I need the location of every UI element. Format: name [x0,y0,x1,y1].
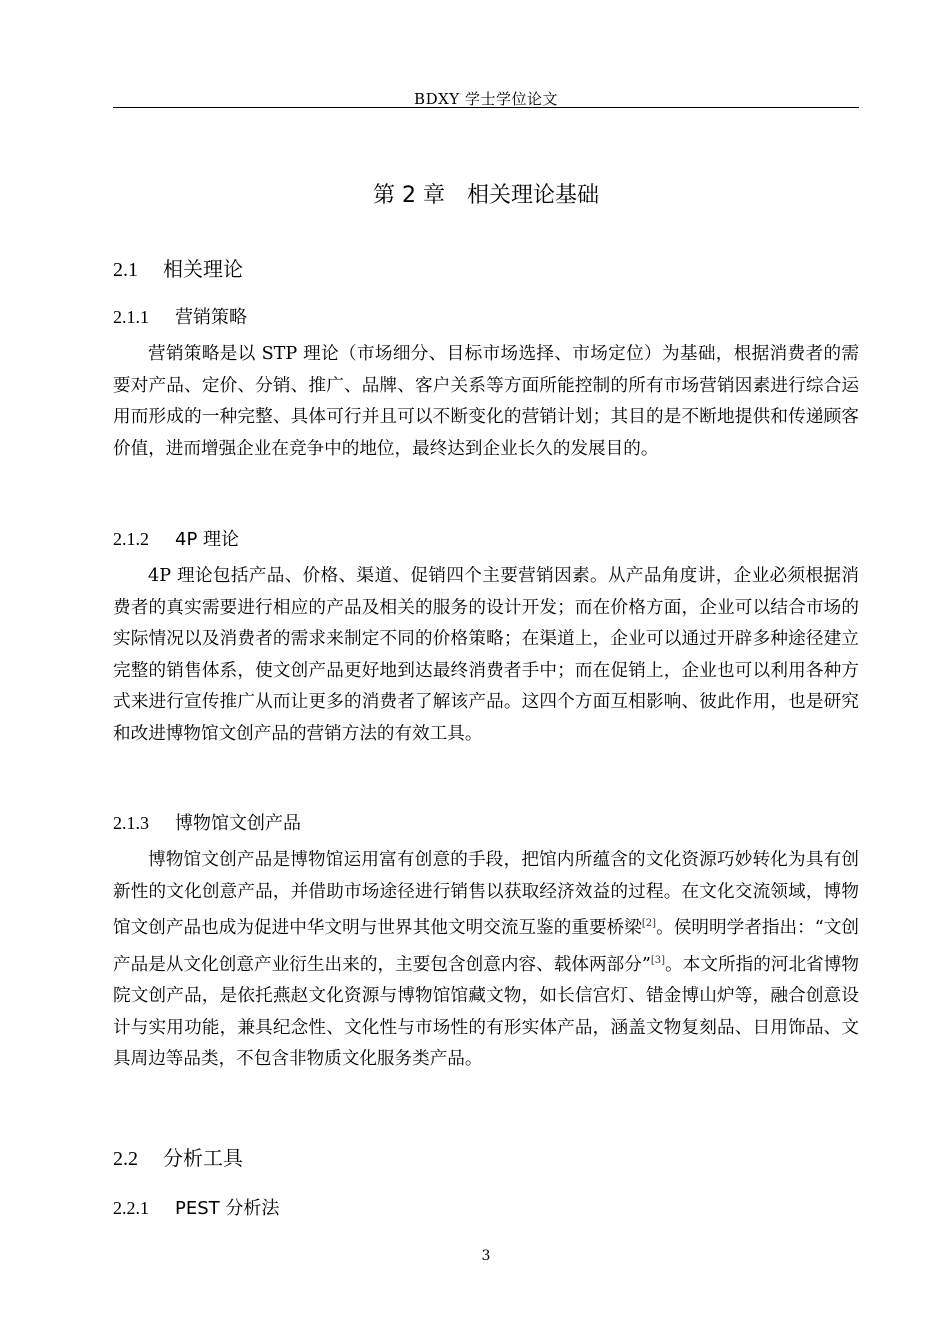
subsection-number: 2.1.3 [113,813,149,833]
paragraph-text: 。本文所指的河北省博物院文创产品，是依托燕赵文化资源与博物馆馆藏文物，如长信宫灯、错金博山炉等，融合创意设计与实用功能，兼具纪念性、文化性与市场性的有形实体产品，涵盖文物复刻品、日用饰品、文具周边等品类，不包含非物质文化服务类产品。 [113,954,859,1070]
subsection-number: 2.2.1 [113,1198,149,1218]
paragraph-museum-products [113,845,859,1076]
section-title: 分析工具 [163,1146,243,1170]
subsection-heading-2-2-1 [113,1194,279,1220]
paragraph-text: 。侯明明学者指出：“文创产品是从文化创意产业衍生出来的，主要包含创意内容、载体两部分” [113,918,859,975]
chapter-title [113,178,859,209]
section-number: 2.1 [113,259,138,281]
paragraph-marketing-strategy: 营销策略是以 STP 理论（市场细分、目标市场选择、市场定位）为基础，根据消费者的需要对产品、定价、分销、推广、品牌、客户关系等方面所能控制的所有市场营销因素进行综合运用而形成的一种完整、具体可行并且可以不断变化的营销计划；其目的是不断地提供和传递顾客价值，进而增强企业在竞争中的地位，最终达到企业长久的发展目的。 [113,344,859,459]
subsection-number: 2.1.2 [113,529,149,549]
section-title: 相关理论 [163,257,243,281]
page-number: 3 [481,1248,491,1264]
header-rule [113,107,859,108]
subsection-heading-2-1-3 [113,809,301,835]
subsection-heading-2-1-2 [113,525,239,551]
subsection-number: 2.1.1 [113,307,149,327]
section-number: 2.2 [113,1148,138,1170]
subsection-title: 营销策略 [175,307,247,328]
section-heading-2-2 [113,1142,243,1171]
paragraph-text: 博物馆文创产品是博物馆运用富有创意的手段，把馆内所蕴含的文化资源巧妙转化为具有创新性的文化创意产品，并借助市场途径进行销售以获取经济效益的过程。在文化交流领域，博物馆文创产品也成为促进中华文明与世界其他文明交流互鉴的重要桥梁 [113,850,859,939]
subsection-title: 4P 理论 [175,529,240,550]
section-heading-2-1 [113,253,243,282]
chapter-title-text: 相关理论基础 [466,183,599,208]
subsection-heading-2-1-1 [113,303,247,329]
subsection-title: PEST 分析法 [175,1198,280,1219]
paragraph-4p-theory: 4P 理论包括产品、价格、渠道、促销四个主要营销因素。从产品角度讲，企业必须根据消费者的真实需要进行相应的产品及相关的服务的设计开发；而在价格方面，企业可以结合市场的实际情况以及消费者的需求来制定不同的价格策略；在渠道上，企业可以通过开辟多种途径建立完整的销售体系，使文创产品更好地到达最终消费者手中；而在促销上，企业也可以利用各种方式来进行宣传推广从而让更多的消费者了解该产品。这四个方面互相影响、彼此作用，也是研究和改进博物馆文创产品的营销方法的有效工具。 [113,566,859,744]
running-header: BDXY 学士学位论文 [414,90,558,108]
chapter-number: 第 2 章 [373,183,445,208]
citation-2[interactable]: [2] [641,918,657,930]
subsection-title: 博物馆文创产品 [175,813,301,834]
citation-3[interactable]: [3] [650,954,666,966]
